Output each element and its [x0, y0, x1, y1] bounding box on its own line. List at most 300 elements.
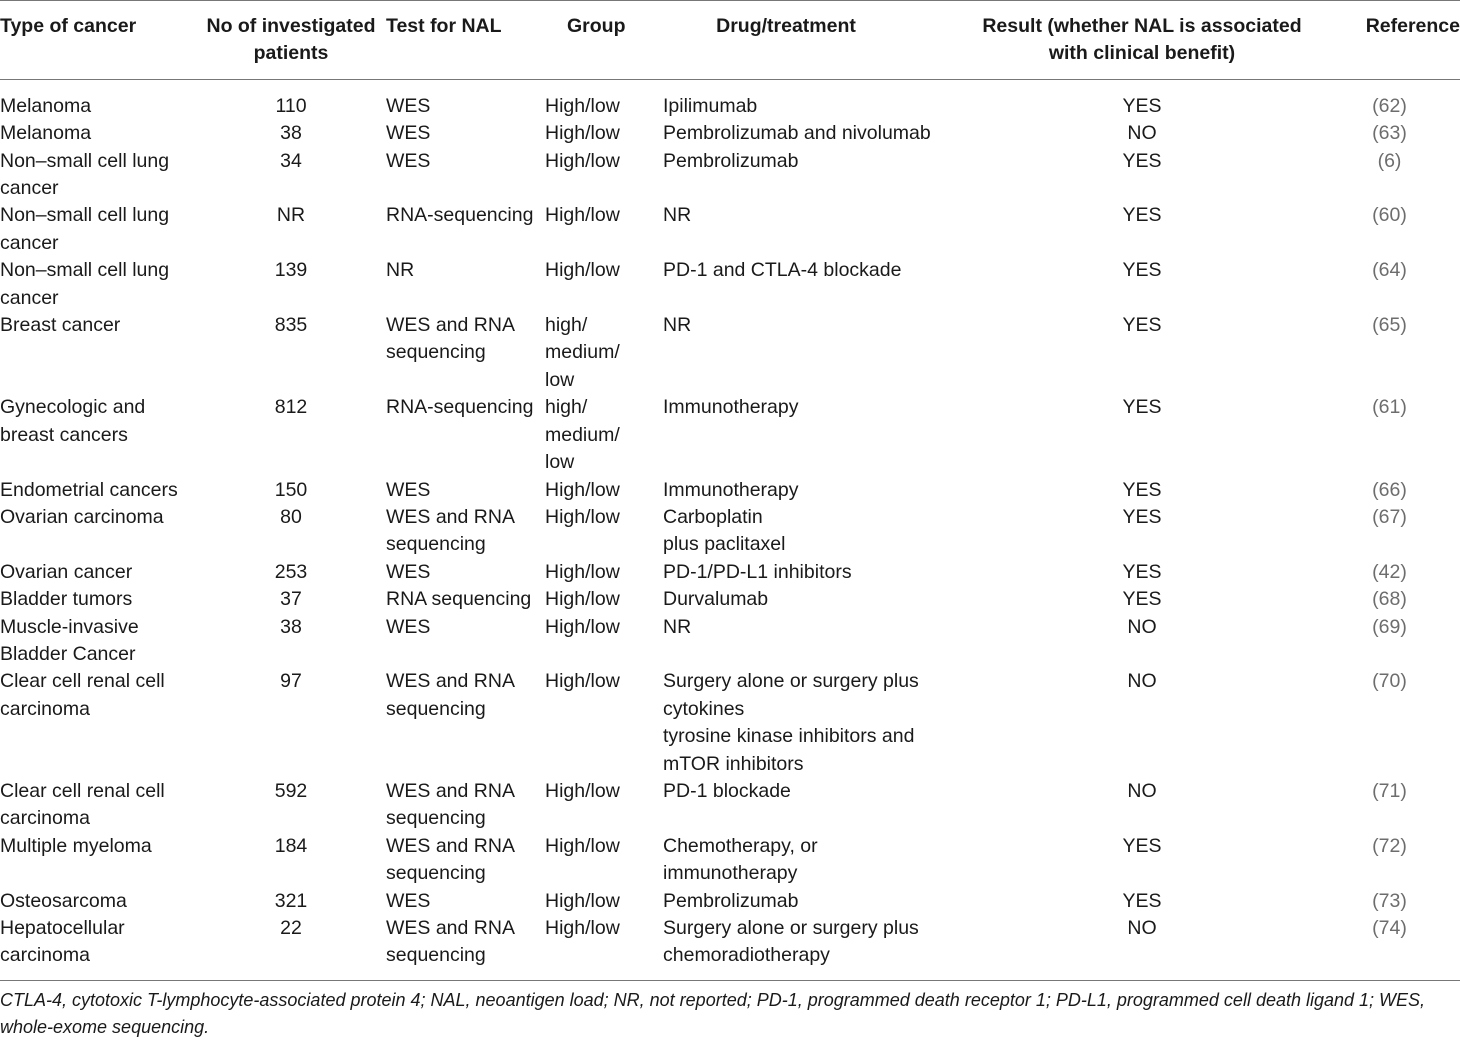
header-reference: [1309, 1, 1460, 80]
cell-value: 80: [280, 505, 302, 528]
patient-count-cell: [200, 79, 382, 120]
cell-line: carcinoma: [0, 944, 90, 967]
patient-count-cell: [200, 586, 382, 613]
result-cell: [975, 394, 1309, 476]
nal-test-cell: [382, 312, 545, 394]
header-label: with clinical benefit): [1048, 42, 1236, 65]
patient-count-cell: [200, 504, 382, 559]
patient-count-cell: [200, 614, 382, 669]
cell-value: YES: [1122, 588, 1162, 611]
result-cell: [975, 202, 1309, 257]
cancer-type-cell: [0, 586, 200, 613]
patient-count-cell: [200, 559, 382, 586]
nal-test-cell: [382, 559, 545, 586]
treatment-cell: [663, 559, 975, 586]
result-cell: [975, 778, 1309, 833]
reference-cell: [1309, 778, 1460, 833]
cancer-type-cell: [0, 148, 200, 203]
cell-line: High/low: [545, 779, 620, 802]
header-test-for-nal: [382, 1, 545, 80]
cell-line: PD-1 blockade: [663, 779, 791, 802]
cell-line: Non–small cell lung: [0, 204, 170, 227]
nal-test-cell: [382, 120, 545, 147]
treatment-cell: [663, 202, 975, 257]
cell-line: High/low: [545, 204, 620, 227]
cell-line: WES: [386, 560, 431, 583]
cell-line: Ipilimumab: [663, 94, 758, 117]
cell-line: Chemotherapy, or: [663, 834, 818, 857]
cell-line: Melanoma: [0, 94, 92, 117]
cancer-type-cell: [0, 477, 200, 504]
citation-link[interactable]: (61): [1372, 396, 1407, 419]
cell-line: WES and RNA: [386, 505, 515, 528]
cell-line: Non–small cell lung: [0, 259, 170, 282]
nal-test-cell: [382, 915, 545, 980]
table-row: [0, 888, 1460, 915]
cancer-type-cell: [0, 559, 200, 586]
cell-line: RNA sequencing: [386, 588, 532, 611]
cell-line: Bladder Cancer: [0, 642, 136, 665]
cell-line: low: [545, 451, 575, 474]
table-footnote: [0, 981, 1460, 1041]
cell-line: Multiple myeloma: [0, 834, 152, 857]
cell-value: YES: [1122, 204, 1162, 227]
cell-line: Muscle-invasive: [0, 615, 139, 638]
table-row: [0, 504, 1460, 559]
result-cell: [975, 614, 1309, 669]
patient-count-cell: [200, 394, 382, 476]
patient-count-cell: [200, 477, 382, 504]
group-cell: [545, 778, 663, 833]
result-cell: [975, 586, 1309, 613]
cell-line: low: [545, 368, 575, 391]
cancer-type-cell: [0, 312, 200, 394]
cell-value: 184: [274, 834, 308, 857]
cell-line: carcinoma: [0, 807, 90, 830]
reference-cell: [1309, 79, 1460, 120]
cancer-type-cell: [0, 79, 200, 120]
cell-line: sequencing: [386, 862, 486, 885]
patient-count-cell: [200, 312, 382, 394]
citation-link[interactable]: (65): [1372, 314, 1407, 337]
cell-line: Breast cancer: [0, 314, 121, 337]
cell-line: mTOR inhibitors: [663, 752, 804, 775]
cell-value: 110: [275, 94, 307, 117]
table-row: [0, 120, 1460, 147]
treatment-cell: [663, 888, 975, 915]
treatment-cell: [663, 778, 975, 833]
treatment-cell: [663, 79, 975, 120]
table-row: [0, 586, 1460, 613]
cell-value: 37: [280, 588, 302, 611]
citation-link[interactable]: (74): [1372, 917, 1407, 939]
group-cell: [545, 915, 663, 980]
cell-line: carcinoma: [0, 697, 90, 720]
patient-count-cell: [200, 915, 382, 980]
cell-value: 835: [274, 314, 308, 337]
cell-line: sequencing: [386, 807, 486, 830]
cell-line: Bladder tumors: [0, 588, 133, 611]
result-cell: [975, 668, 1309, 778]
header-label: Type of cancer: [0, 15, 137, 37]
nal-test-cell: [382, 586, 545, 613]
cell-line: Pembrolizumab: [663, 149, 799, 172]
treatment-cell: [663, 312, 975, 394]
reference-cell: [1309, 888, 1460, 915]
cell-line: WES and RNA: [386, 779, 515, 802]
cell-line: NR: [663, 204, 692, 227]
cell-line: RNA-sequencing: [386, 204, 534, 227]
cell-line: Ovarian cancer: [0, 560, 133, 583]
cell-value: 38: [280, 122, 302, 145]
cell-value: YES: [1122, 834, 1162, 857]
treatment-cell: [663, 257, 975, 312]
table-row: [0, 394, 1460, 476]
cell-line: cancer: [0, 177, 59, 200]
cell-line: High/low: [545, 149, 620, 172]
patient-count-cell: [200, 120, 382, 147]
cell-line: High/low: [545, 505, 620, 528]
table-body: [0, 79, 1460, 980]
cell-line: sequencing: [386, 944, 486, 967]
cell-value: YES: [1122, 505, 1162, 528]
result-cell: [975, 504, 1309, 559]
reference-cell: [1309, 504, 1460, 559]
cell-line: PD-1/PD-L1 inhibitors: [663, 560, 852, 583]
citation-link[interactable]: (42): [1372, 560, 1407, 583]
treatment-cell: [663, 586, 975, 613]
cell-line: sequencing: [386, 533, 486, 556]
cell-line: Endometrial cancers: [0, 478, 178, 501]
cell-line: WES: [386, 615, 431, 638]
citation-link[interactable]: (73): [1372, 889, 1407, 912]
treatment-cell: [663, 915, 975, 980]
header-drug-treatment: [663, 1, 975, 80]
cell-value: NO: [1127, 670, 1157, 693]
footnote-line: CTLA-4, cytotoxic T-lymphocyte-associated protein 4; NAL, neoantigen load; NR, not reported; PD-1, programmed death receptor 1; PD-L1, programmed cell death ligand 1; WES,: [0, 989, 1426, 1010]
cell-value: 150: [274, 478, 308, 501]
cell-line: Hepatocellular: [0, 917, 125, 939]
cell-line: breast cancers: [0, 423, 128, 446]
cell-line: high/: [545, 396, 588, 419]
cell-line: sequencing: [386, 697, 486, 720]
reference-cell: [1309, 120, 1460, 147]
header-label: Reference: [1365, 15, 1460, 37]
patient-count-cell: [200, 888, 382, 915]
patient-count-cell: [200, 148, 382, 203]
cell-line: WES: [386, 889, 431, 912]
cell-line: Carboplatin: [663, 505, 763, 528]
cell-line: High/low: [545, 259, 620, 282]
cancer-type-cell: [0, 257, 200, 312]
reference-cell: [1309, 148, 1460, 203]
cancer-type-cell: [0, 833, 200, 888]
result-cell: [975, 559, 1309, 586]
group-cell: [545, 586, 663, 613]
cell-line: High/low: [545, 122, 620, 145]
nal-test-cell: [382, 888, 545, 915]
table-row: [0, 559, 1460, 586]
nal-test-cell: [382, 504, 545, 559]
nal-test-cell: [382, 148, 545, 203]
header-label: patients: [253, 42, 329, 65]
cell-line: NR: [663, 314, 692, 337]
cell-line: Pembrolizumab and nivolumab: [663, 122, 931, 145]
cell-line: High/low: [545, 94, 620, 117]
group-cell: [545, 257, 663, 312]
result-cell: [975, 888, 1309, 915]
result-cell: [975, 915, 1309, 980]
cancer-type-cell: [0, 120, 200, 147]
treatment-cell: [663, 614, 975, 669]
reference-cell: [1309, 668, 1460, 778]
result-cell: [975, 79, 1309, 120]
citation-link[interactable]: (70): [1372, 670, 1407, 693]
cell-value: NR: [276, 204, 306, 227]
result-cell: [975, 148, 1309, 203]
treatment-cell: [663, 477, 975, 504]
header-no-of-patients: [200, 1, 382, 80]
cell-value: NO: [1127, 917, 1157, 939]
group-cell: [545, 833, 663, 888]
cell-line: medium/: [545, 423, 620, 446]
cell-value: NO: [1127, 615, 1157, 638]
nal-test-cell: [382, 614, 545, 669]
cell-value: YES: [1122, 478, 1162, 501]
cell-line: Surgery alone or surgery plus: [663, 670, 919, 693]
treatment-cell: [663, 833, 975, 888]
cell-value: 38: [280, 615, 302, 638]
cell-value: YES: [1122, 314, 1162, 337]
cell-value: 97: [280, 670, 302, 693]
cell-line: WES: [386, 478, 431, 501]
cell-line: Osteosarcoma: [0, 889, 127, 912]
reference-cell: [1309, 614, 1460, 669]
footnote-line: whole-exome sequencing.: [0, 1016, 210, 1037]
header-label: No of investigated: [206, 15, 376, 37]
cell-line: Surgery alone or surgery plus: [663, 917, 919, 939]
citation-link[interactable]: (66): [1372, 478, 1407, 501]
nal-test-cell: [382, 778, 545, 833]
group-cell: [545, 312, 663, 394]
cell-line: chemoradiotherapy: [663, 944, 830, 967]
header-result: [975, 1, 1309, 80]
nal-test-cell: [382, 833, 545, 888]
cell-value: YES: [1122, 149, 1162, 172]
table-row: [0, 778, 1460, 833]
cell-line: plus paclitaxel: [663, 533, 786, 556]
table-row: [0, 477, 1460, 504]
nal-test-cell: [382, 79, 545, 120]
nal-test-cell: [382, 257, 545, 312]
table-row: [0, 833, 1460, 888]
citation-link[interactable]: (68): [1372, 588, 1407, 611]
citation-link[interactable]: (63): [1372, 122, 1407, 145]
table-row: [0, 148, 1460, 203]
group-cell: [545, 504, 663, 559]
reference-cell: [1309, 915, 1460, 980]
cell-line: Immunotherapy: [663, 478, 799, 501]
cell-line: sequencing: [386, 341, 486, 364]
cell-line: Clear cell renal cell: [0, 779, 165, 802]
cancer-type-cell: [0, 614, 200, 669]
reference-cell: [1309, 833, 1460, 888]
header-group: [545, 1, 663, 80]
cell-line: High/low: [545, 834, 620, 857]
cell-line: WES and RNA: [386, 834, 515, 857]
header-type-of-cancer: [0, 1, 200, 80]
reference-cell: [1309, 202, 1460, 257]
reference-cell: [1309, 312, 1460, 394]
reference-cell: [1309, 477, 1460, 504]
table-row: [0, 915, 1460, 980]
group-cell: [545, 888, 663, 915]
patient-count-cell: [200, 257, 382, 312]
cancer-type-cell: [0, 394, 200, 476]
cell-value: 253: [274, 560, 308, 583]
reference-cell: [1309, 257, 1460, 312]
nal-test-cell: [382, 394, 545, 476]
cell-line: Non–small cell lung: [0, 149, 170, 172]
citation-link[interactable]: (64): [1372, 259, 1407, 282]
cell-value: 321: [274, 889, 308, 912]
cell-value: YES: [1122, 889, 1162, 912]
citation-link[interactable]: (62): [1372, 94, 1407, 117]
cancer-type-cell: [0, 202, 200, 257]
table-row: [0, 79, 1460, 120]
reference-cell: [1309, 586, 1460, 613]
patient-count-cell: [200, 668, 382, 778]
group-cell: [545, 202, 663, 257]
cell-value: YES: [1122, 259, 1162, 282]
treatment-cell: [663, 394, 975, 476]
cell-line: Durvalumab: [663, 588, 769, 611]
cell-line: NR: [663, 615, 692, 638]
cell-line: High/low: [545, 588, 620, 611]
citation-link[interactable]: (71): [1372, 779, 1407, 802]
cell-line: tyrosine kinase inhibitors and: [663, 725, 915, 748]
header-label: Drug/treatment: [716, 15, 856, 37]
treatment-cell: [663, 668, 975, 778]
cell-line: WES: [386, 149, 431, 172]
treatment-cell: [663, 148, 975, 203]
header-row: [0, 1, 1460, 80]
cell-value: 139: [274, 259, 308, 282]
group-cell: [545, 148, 663, 203]
header-label: Result (whether NAL is associated: [982, 15, 1302, 37]
cancer-type-cell: [0, 915, 200, 980]
result-cell: [975, 257, 1309, 312]
cell-line: WES: [386, 122, 431, 145]
cell-line: immunotherapy: [663, 862, 798, 885]
cell-line: Ovarian carcinoma: [0, 505, 164, 528]
citation-link[interactable]: (72): [1372, 834, 1407, 857]
cell-line: cancer: [0, 231, 59, 254]
cell-value: 34: [280, 149, 302, 172]
cancer-type-cell: [0, 668, 200, 778]
cell-line: PD-1 and CTLA-4 blockade: [663, 259, 902, 282]
patient-count-cell: [200, 202, 382, 257]
cell-line: High/low: [545, 478, 620, 501]
group-cell: [545, 559, 663, 586]
cell-line: medium/: [545, 341, 620, 364]
cell-value: YES: [1122, 396, 1162, 419]
cancer-type-cell: [0, 888, 200, 915]
group-cell: [545, 668, 663, 778]
cell-value: 812: [274, 396, 308, 419]
citation-link[interactable]: (69): [1372, 615, 1407, 638]
cell-line: RNA-sequencing: [386, 396, 534, 419]
cell-value: 22: [280, 917, 302, 939]
reference-cell: [1309, 559, 1460, 586]
patient-count-cell: [200, 778, 382, 833]
table-header: [0, 1, 1460, 80]
cell-value: NO: [1127, 779, 1157, 802]
group-cell: [545, 394, 663, 476]
citation-link[interactable]: (60): [1372, 204, 1407, 227]
cell-line: Pembrolizumab: [663, 889, 799, 912]
citation-link[interactable]: (67): [1372, 505, 1407, 528]
cell-line: NR: [386, 259, 415, 282]
cell-value: 592: [274, 779, 308, 802]
table-row: [0, 257, 1460, 312]
result-cell: [975, 120, 1309, 147]
header-label: Test for NAL: [386, 15, 502, 37]
header-label: Group: [567, 15, 626, 37]
cell-line: Melanoma: [0, 122, 92, 145]
cell-line: high/: [545, 314, 588, 337]
cell-value: YES: [1122, 94, 1162, 117]
result-cell: [975, 477, 1309, 504]
cell-line: WES: [386, 94, 431, 117]
cell-line: cancer: [0, 286, 59, 309]
nal-test-cell: [382, 477, 545, 504]
cell-value: NO: [1127, 122, 1157, 145]
cell-line: WES and RNA: [386, 670, 515, 693]
table-row: [0, 668, 1460, 778]
treatment-cell: [663, 120, 975, 147]
citation-link[interactable]: (6): [1377, 149, 1402, 172]
reference-cell: [1309, 394, 1460, 476]
nal-test-cell: [382, 668, 545, 778]
table-row: [0, 614, 1460, 669]
cancer-type-cell: [0, 778, 200, 833]
nal-test-cell: [382, 202, 545, 257]
cancer-type-cell: [0, 504, 200, 559]
cell-line: High/low: [545, 615, 620, 638]
table-row: [0, 202, 1460, 257]
cell-line: Immunotherapy: [663, 396, 799, 419]
patient-count-cell: [200, 833, 382, 888]
cell-line: WES and RNA: [386, 917, 515, 939]
cell-line: High/low: [545, 889, 620, 912]
cell-line: High/low: [545, 560, 620, 583]
cell-line: High/low: [545, 917, 620, 939]
table-row: [0, 312, 1460, 394]
group-cell: [545, 477, 663, 504]
cell-value: YES: [1122, 560, 1162, 583]
treatment-cell: [663, 504, 975, 559]
cell-line: Clear cell renal cell: [0, 670, 165, 693]
group-cell: [545, 614, 663, 669]
result-cell: [975, 833, 1309, 888]
cell-line: Gynecologic and: [0, 396, 146, 419]
cell-line: High/low: [545, 670, 620, 693]
group-cell: [545, 120, 663, 147]
cell-line: cytokines: [663, 697, 745, 720]
group-cell: [545, 79, 663, 120]
result-cell: [975, 312, 1309, 394]
